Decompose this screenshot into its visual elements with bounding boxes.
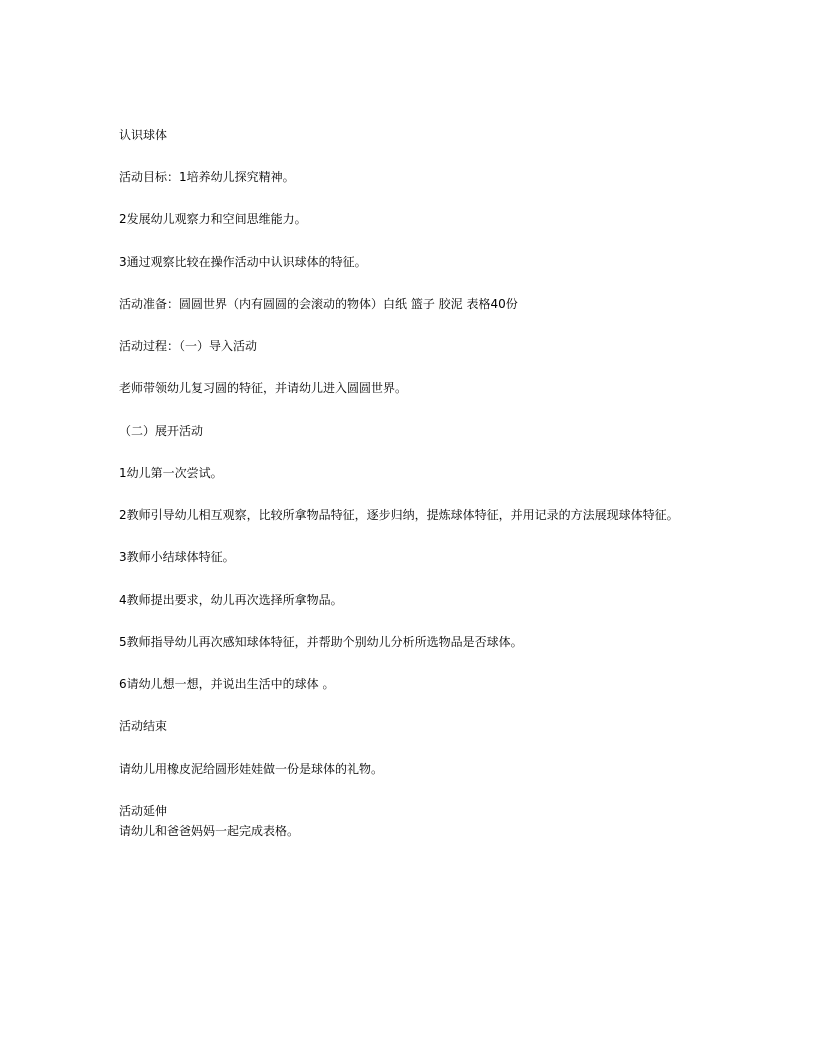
document-title: 认识球体 bbox=[119, 128, 168, 142]
process-step-6: 6请幼儿想一想，并说出生活中的球体 。 bbox=[119, 677, 335, 691]
activity-preparation-line: 活动准备：圆圆世界（内有圆圆的会滚动的物体）白纸 篮子 胶泥 表格40份 bbox=[119, 297, 518, 311]
activity-extension-heading: 活动延伸 bbox=[119, 804, 168, 818]
process-step-2: 2教师引导幼儿相互观察，比较所拿物品特征，逐步归纳，提炼球体特征，并用记录的方法展现球体特征。 bbox=[119, 508, 679, 522]
process-section-heading: （二）展开活动 bbox=[119, 424, 204, 438]
goal-item-3: 3通过观察比较在操作活动中认识球体的特征。 bbox=[119, 255, 367, 269]
activity-goal-line: 活动目标：1培养幼儿探究精神。 bbox=[119, 170, 295, 184]
process-step-1: 1幼儿第一次尝试。 bbox=[119, 466, 223, 480]
process-step-4: 4教师提出要求，幼儿再次选择所拿物品。 bbox=[119, 593, 343, 607]
activity-end-text: 请幼儿用橡皮泥给圆形娃娃做一份是球体的礼物。 bbox=[119, 762, 384, 776]
process-step-3: 3教师小结球体特征。 bbox=[119, 550, 235, 564]
goal-item-2: 2发展幼儿观察力和空间思维能力。 bbox=[119, 212, 307, 226]
activity-extension-text: 请幼儿和爸爸妈妈一起完成表格。 bbox=[119, 824, 300, 838]
process-intro-text: 老师带领幼儿复习圆的特征，并请幼儿进入圆圆世界。 bbox=[119, 381, 408, 395]
activity-process-heading: 活动过程：（一）导入活动 bbox=[119, 339, 258, 353]
process-step-5: 5教师指导幼儿再次感知球体特征，并帮助个别幼儿分析所选物品是否球体。 bbox=[119, 635, 523, 649]
activity-end-heading: 活动结束 bbox=[119, 719, 168, 733]
